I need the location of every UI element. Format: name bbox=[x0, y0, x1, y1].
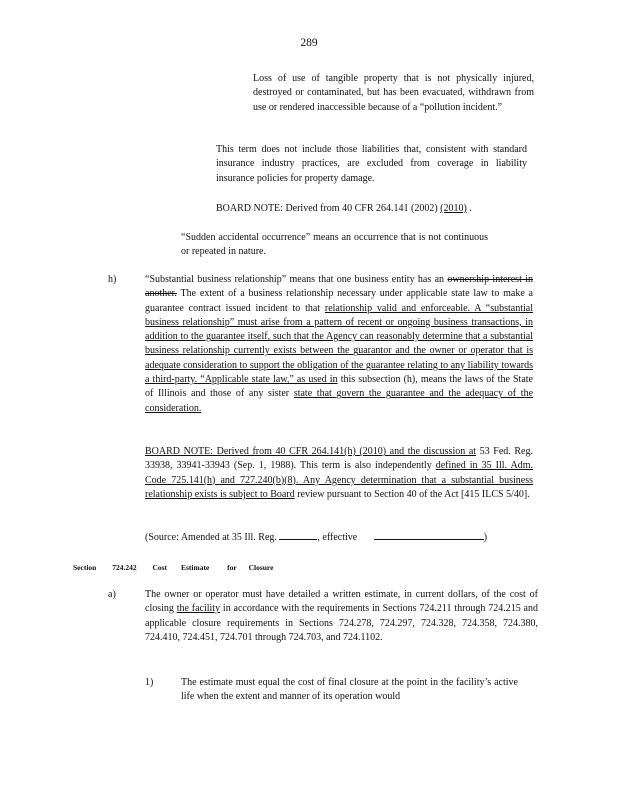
source-prefix: (Source: Amended at 35 Ill. Reg. bbox=[145, 532, 277, 543]
board-note-1-end: . bbox=[466, 203, 472, 214]
item-a-text2: in accordance with the requirements in Sections 724.211 through 724.215 and applicable closure requirements in Sections 724.278, 724.297, 724.328, 724.358, 724.380, 724.410, 724.451, 724.701 through 724.703, and 724.1102. bbox=[145, 603, 538, 643]
board-note-1 bbox=[216, 202, 527, 216]
item-h-label: h) bbox=[108, 274, 117, 285]
term-excludes-text: This term does not include those liabilities that, consistent with standard insurance industry practices, are excluded from coverage in liability insurance policies for property damage. bbox=[216, 144, 527, 184]
item-h-lead: “Substantial business relationship” means that one business entity has an bbox=[145, 274, 448, 285]
item-h-deleted: ownership interest in another. bbox=[145, 274, 533, 300]
item-a-text1: The owner or operator must have detailed a written estimate, in current dollars, of the cost of closing bbox=[145, 589, 538, 615]
item-h-tail-plain: this subsection (h), means the laws of the State of Illinois and those of any sister bbox=[145, 374, 533, 400]
board-note-2-end: review pursuant to Section 40 of the Act [415 ILCS 5/40]. bbox=[294, 488, 530, 500]
sudden-text: “Sudden accidental occurrence” means an occurrence that is not continuous or repeated in nature. bbox=[181, 232, 488, 258]
item-h-added: relationship valid and enforceable. A “substantial business relationship” must arise from a pattern of recent or ongoing business transactions, in addition to the guarantee itself, such that the Agency can reasonably determine that a substantial business relationship currently exists between the guarantor and the owner or operator that is adequate consideration to support the obligation of the guarantee relating to any liability towards a third-party. bbox=[145, 302, 533, 386]
source-line bbox=[145, 529, 487, 543]
board-note-2-added: defined in 35 Ill. Adm. Code 725.141(h) and 727.240(b)(8). Any Agency determination that a substantial business relationship exists is subject to Board bbox=[145, 460, 533, 500]
item-1-label: 1) bbox=[145, 677, 154, 688]
item-h-definition bbox=[145, 273, 533, 416]
item-1-text: The estimate must equal the cost of final closure at the point in the facility’s active life when the extent and manner of its operation would bbox=[181, 677, 518, 703]
item-h-tail-added: “Applicable state law,” as used in bbox=[197, 374, 338, 386]
section-number: 724.242 bbox=[112, 563, 137, 572]
section-heading bbox=[73, 563, 273, 572]
board-note-2-plain: 53 Fed. Reg. 33938, 33941-33943 (Sep. 1, 1988). This term is also independently bbox=[145, 446, 533, 472]
section-word: Section bbox=[73, 563, 97, 572]
effective-date-blank bbox=[374, 529, 484, 540]
section-title-cost: Cost bbox=[152, 563, 168, 572]
pollution-paragraph bbox=[253, 72, 534, 115]
section-title-closure: Closure bbox=[248, 563, 274, 572]
board-note-1-text: BOARD NOTE: Derived from 40 CFR 264.141 (2002) bbox=[216, 203, 441, 214]
item-h-tail-end: state that govern the guarantee and the adequacy of the consideration. bbox=[145, 388, 534, 414]
board-note-2-text: BOARD NOTE: Derived from 40 CFR 264.141(h) (2010) and the discussion at bbox=[145, 446, 477, 457]
item-h-middle: The extent of a business relationship necessary under applicable state law to make a guarantee contract issued incident to that bbox=[145, 288, 533, 314]
board-note-1-added: (2010) bbox=[440, 203, 467, 214]
source-mid: , effective bbox=[317, 532, 358, 543]
sudden-definition bbox=[181, 231, 488, 260]
board-note-2 bbox=[145, 445, 533, 502]
item-a-text bbox=[145, 588, 538, 645]
item-a-added: the facility bbox=[176, 603, 221, 615]
reg-blank bbox=[279, 529, 317, 540]
pollution-text: Loss of use of tangible property that is not physically injured, destroyed or contaminated, but has been evacuated, withdrawn from use or rendered inaccessible because of a “pollution incident.” bbox=[253, 73, 534, 113]
section-title-for: for bbox=[227, 563, 237, 572]
item-a-label: a) bbox=[108, 589, 116, 600]
section-title-estimate: Estimate bbox=[180, 563, 210, 572]
term-excludes-paragraph bbox=[216, 143, 527, 186]
page-number: 289 bbox=[300, 37, 318, 49]
source-suffix: ) bbox=[483, 532, 488, 543]
